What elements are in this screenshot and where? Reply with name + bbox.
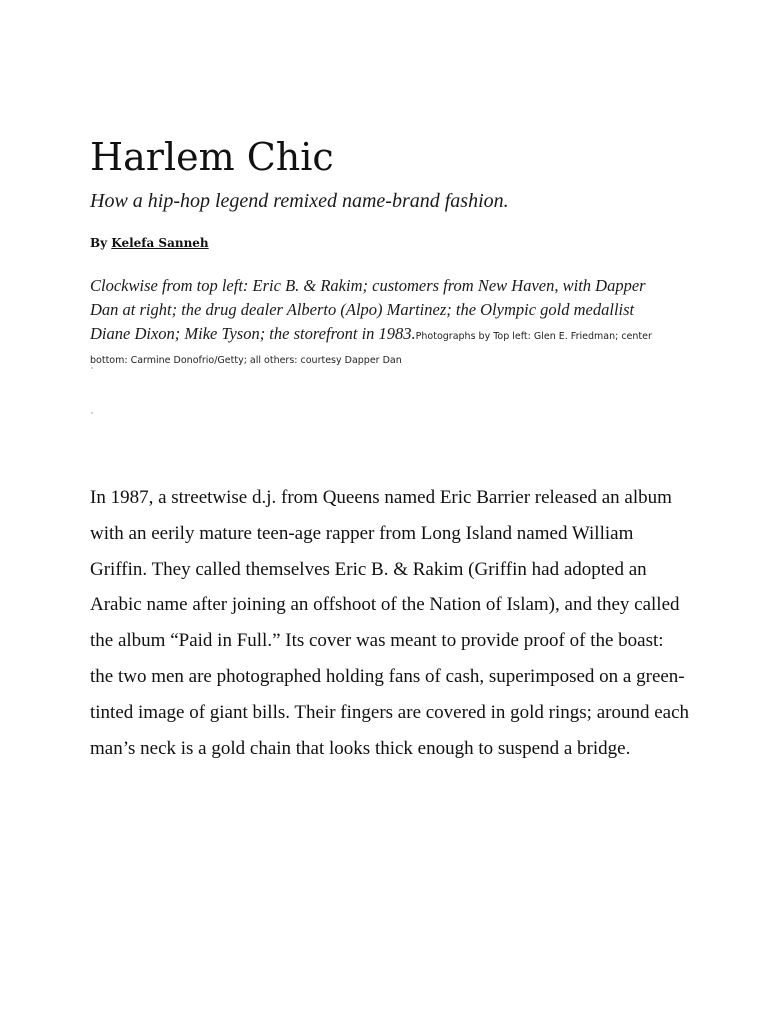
article-subtitle: How a hip-hop legend remixed name-brand fashion. bbox=[90, 190, 509, 212]
photo-credit: Photographs by Top left: Glen E. Friedman; center bottom: Carmine Donofrio/Getty; all others: courtesy Dapper Dan bbox=[90, 331, 652, 366]
image-placeholder-mark bbox=[91, 412, 93, 414]
article-title: Harlem Chic bbox=[90, 135, 334, 179]
article-paragraph: In 1987, a streetwise d.j. from Queens named Eric Barrier released an album with an eerily mature teen-age rapper from Long Island named William Griffin. They called themselves Eric B. & Rakim (Griffin had adopted an Arabic name after joining an offshoot of the Nation of Islam), and they called the album “Paid in Full.” Its cover was meant to provide proof of the boast: the two men are photographed holding fans of cash, superimposed on a green-tinted image of giant bills. Their fingers are covered in gold rings; around each man’s neck is a gold chain that looks thick enough to suspend a bridge. bbox=[90, 487, 690, 759]
byline-prefix: By bbox=[90, 236, 112, 250]
author-link[interactable]: Kelefa Sanneh bbox=[111, 236, 209, 250]
photo-caption bbox=[90, 274, 670, 370]
caption-text: Clockwise from top left: Eric B. & Rakim; customers from New Haven, with Dapper Dan at right; the drug dealer Alberto (Alpo) Martinez; the Olympic gold medallist Diane Dixon; Mike Tyson; the storefront in 1983. bbox=[90, 276, 646, 343]
image-placeholder-mark bbox=[91, 367, 93, 369]
byline bbox=[90, 235, 209, 251]
